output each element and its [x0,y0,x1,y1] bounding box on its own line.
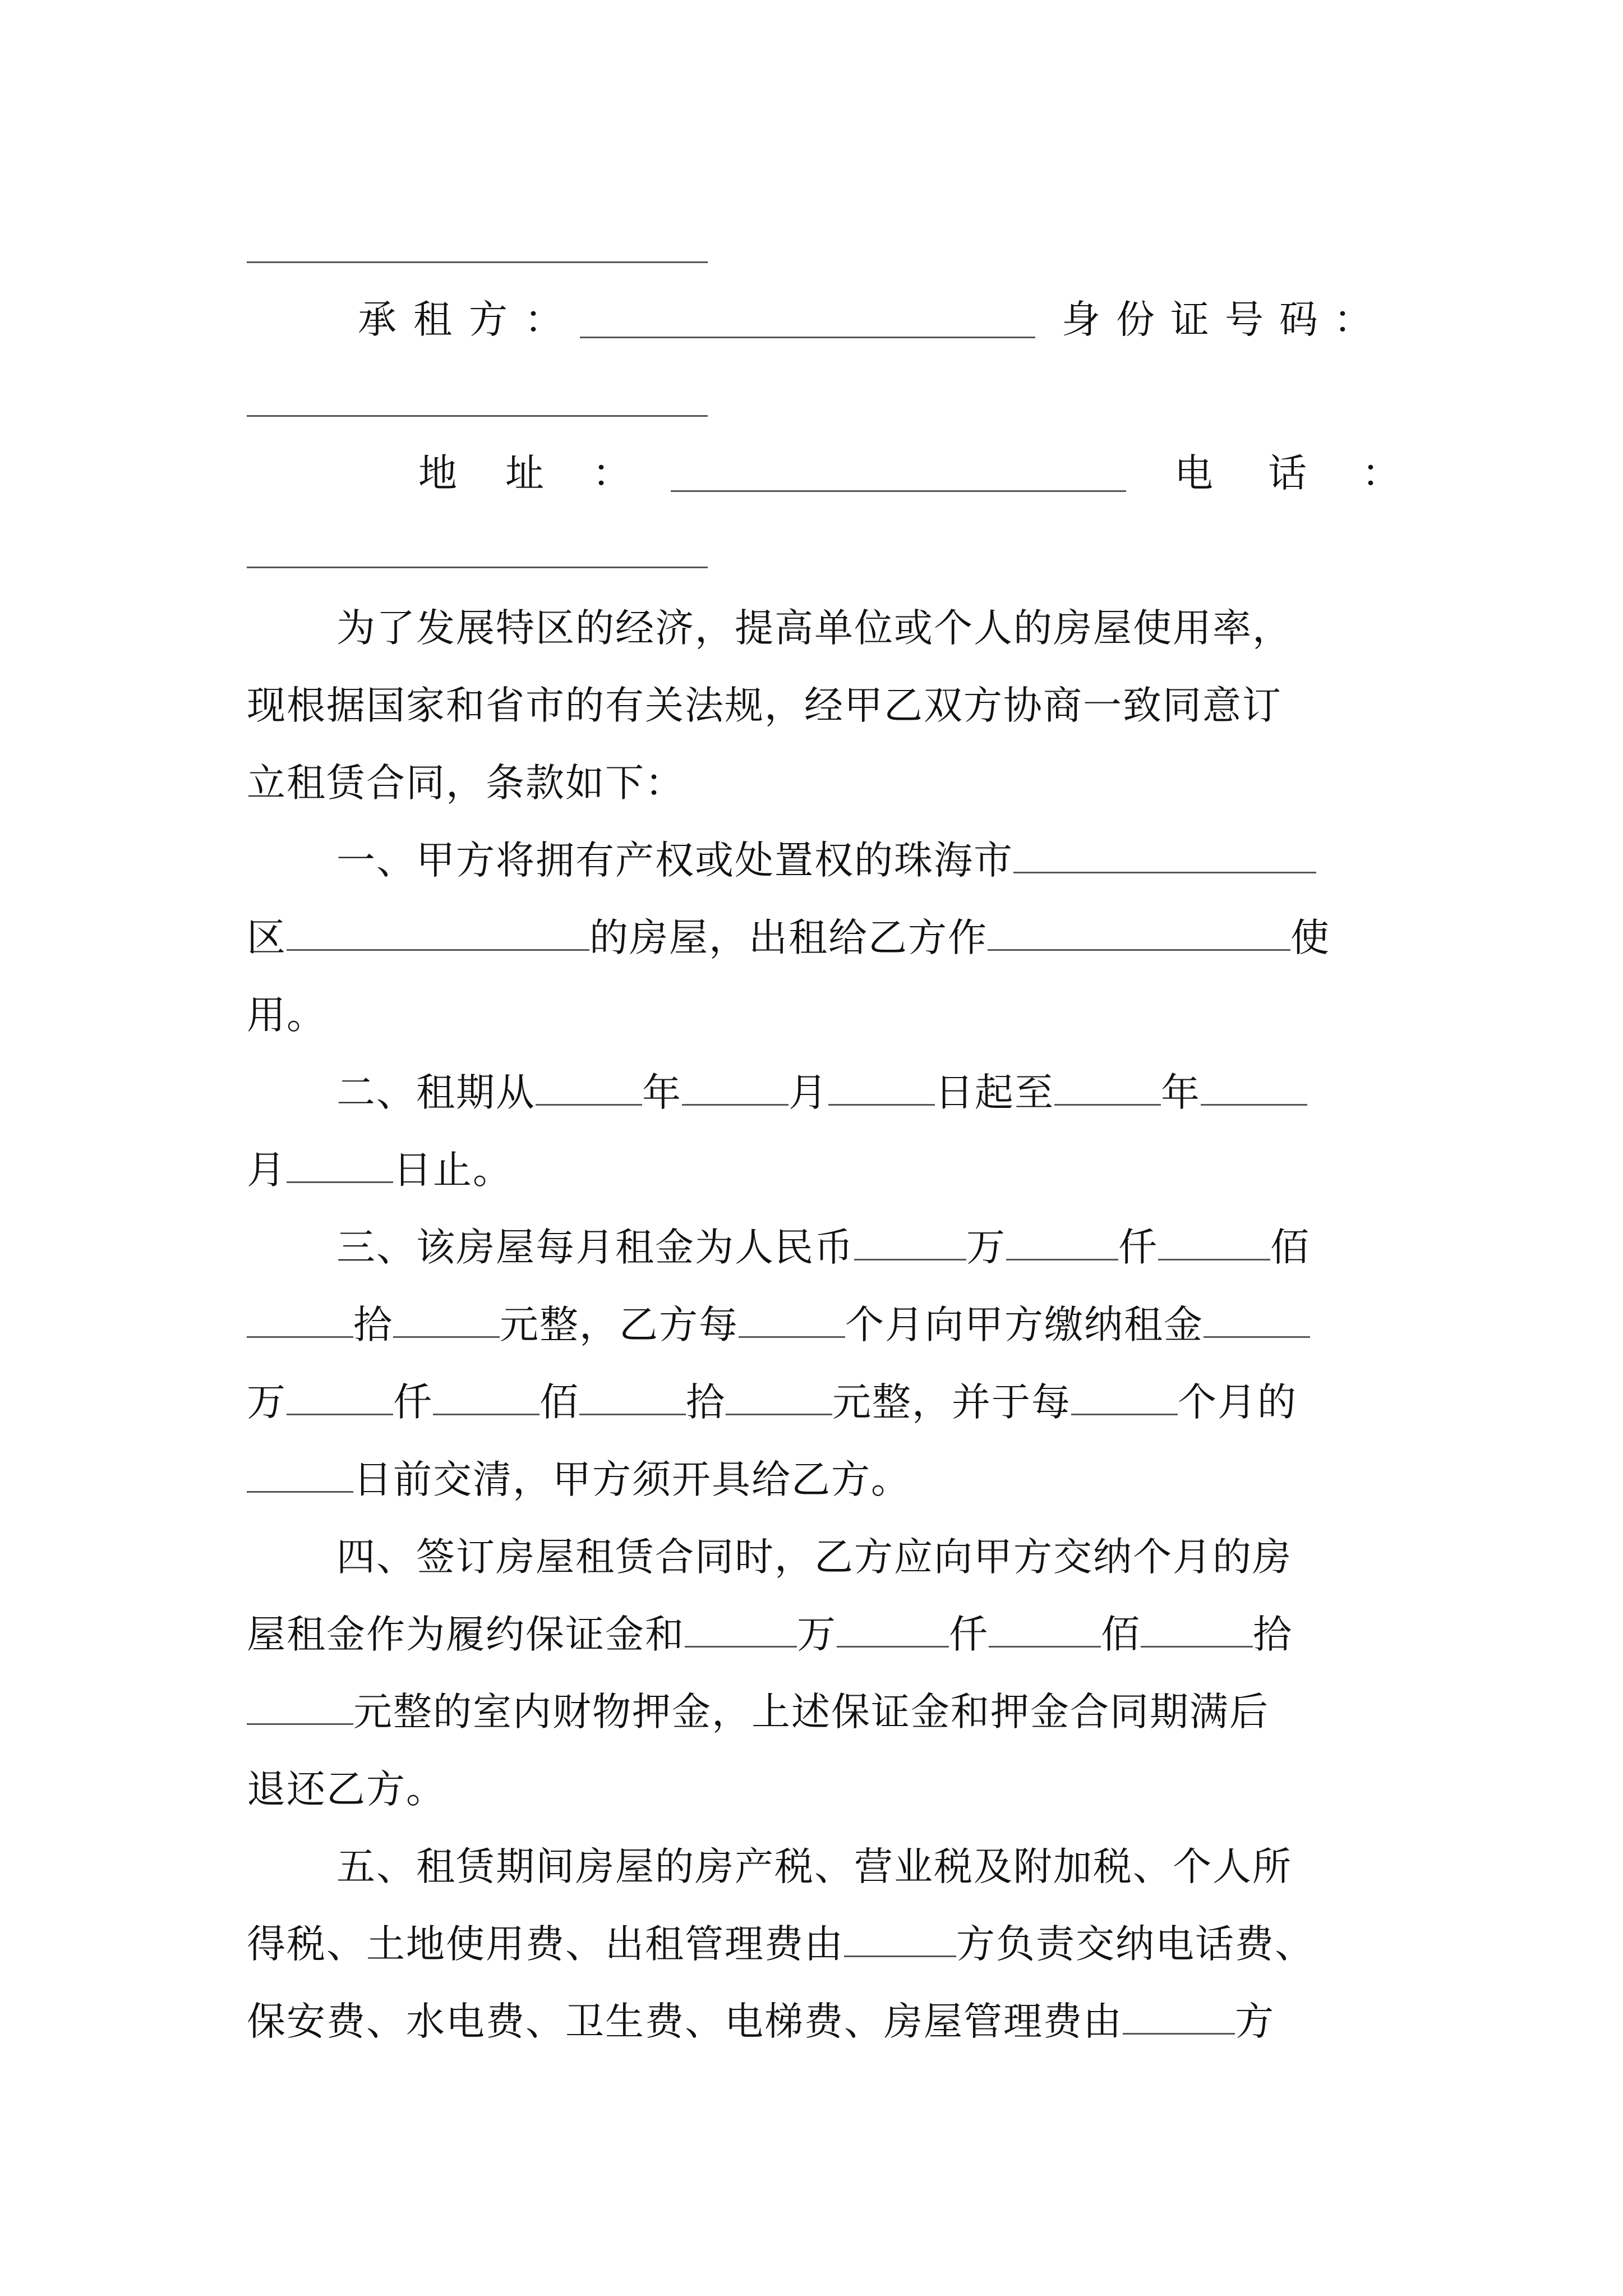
clause-4-text-2: 元整的室内财物押金，上述保证金和押金合同期满后 [353,1690,1269,1734]
rent-wan-blank[interactable] [854,1227,966,1260]
year-label: 年 [642,1070,682,1115]
clause-3-line-1 [247,1214,1393,1281]
clause-3-yuan: 元整，乙方每 [500,1303,739,1347]
clause-3-end: 日前交清，甲方须开具给乙方。 [353,1457,911,1502]
bai-label-3: 佰 [1101,1612,1141,1657]
pay-qian-blank[interactable] [287,1382,393,1415]
intro-line-3: 立租赁合同，条款如下： [247,761,685,806]
id-number-blank[interactable] [247,415,708,417]
deposit-wan-blank[interactable] [685,1614,797,1648]
clause-4-line-1: 四、签订房屋租赁合同时，乙方应向甲方交纳个月的房 [336,1535,1292,1580]
deposit-yuan-blank[interactable] [247,1692,353,1725]
rent-yuan-blank[interactable] [393,1305,500,1338]
clause-2-line-2 [247,1137,1393,1204]
lessee-label: 承租方： [358,297,580,342]
clause-2-end: 日止。 [393,1148,513,1193]
rent-bai-blank[interactable] [1158,1227,1270,1260]
clause-1-line-3: 用。 [247,993,326,1038]
address-label: 地址： [418,451,679,496]
pay-yuan-blank[interactable] [726,1382,832,1415]
clause-3-month-2: 个月的 [1178,1380,1297,1425]
fee-party-blank[interactable] [1123,2001,1235,2035]
clause-1-line-2 [247,904,1393,972]
end-month-blank-a[interactable] [1201,1073,1307,1106]
clause-5-line-1: 五、租赁期间房屋的房产税、营业税及附加税、个人所 [336,1844,1292,1889]
clause-1-text: 一、甲方将拥有产权或处置权的珠海市 [336,838,1013,883]
rent-qian-blank[interactable] [1006,1227,1118,1260]
pay-month-blank[interactable] [1071,1382,1178,1415]
phone-label: 电话： [1174,451,1455,496]
clause-1-line-1 [247,827,1393,894]
end-day-blank[interactable] [287,1150,393,1183]
month-label: 月 [789,1070,828,1115]
qian-label-2: 仟 [393,1380,433,1425]
shi-label-3: 拾 [1253,1612,1293,1657]
id-number-label-wrap [1062,286,1388,353]
clause-5-text-3: 保安费、水电费、卫生费、电梯费、房屋管理费由 [247,1999,1123,2044]
district-blank[interactable] [1013,840,1316,873]
month-label-2: 月 [247,1148,287,1193]
deposit-qian-blank[interactable] [837,1614,949,1648]
blank-line [247,261,708,263]
intro-line-2: 现根据国家和省市的有关法规，经甲乙双方协商一致同意订 [247,683,1282,728]
day-to-label: 日起至 [935,1070,1054,1115]
clause-3-text: 三、该房屋每月租金为人民币 [336,1225,854,1270]
clause-5-text: 得税、土地使用费、出租管理费由 [247,1922,844,1967]
clause-1-district: 区 [247,915,287,960]
wan-label-2: 万 [247,1380,287,1425]
clause-5-text-4: 方 [1235,1999,1275,2044]
wan-label-3: 万 [797,1612,837,1657]
deposit-bai-blank[interactable] [989,1614,1101,1648]
clause-4-line-2 [247,1601,1393,1668]
clause-4-line-4: 退还乙方。 [247,1767,446,1812]
qian-label-3: 仟 [949,1612,989,1657]
pay-day-blank[interactable] [247,1460,353,1493]
deposit-shi-blank[interactable] [1141,1614,1253,1648]
usage-blank[interactable] [988,918,1290,951]
phone-label-wrap [1174,440,1455,507]
clause-3-yuan-2: 元整，并于每 [832,1380,1071,1425]
clause-2-line-1 [247,1059,1393,1126]
clause-1-text-3: 使 [1290,915,1330,960]
phone-blank[interactable] [247,567,708,568]
clause-5-text-2: 方负责交纳电话费、 [956,1922,1315,1967]
clause-4-text: 屋租金作为履约保证金和 [247,1612,685,1657]
intro-line-1: 为了发展特区的经济，提高单位或个人的房屋使用率， [336,606,1292,651]
clause-5-line-2 [247,1911,1393,1978]
clause-3-line-2 [247,1291,1393,1359]
shi-label-2: 拾 [686,1380,726,1425]
pay-bai-blank[interactable] [433,1382,540,1415]
shi-label: 拾 [353,1303,393,1347]
clause-3-line-3 [247,1369,1393,1436]
clause-2-text: 二、租期从 [336,1070,536,1115]
area-blank[interactable] [287,918,589,951]
start-month-blank[interactable] [682,1073,789,1106]
pay-shi-blank[interactable] [579,1382,686,1415]
pay-wan-blank-a[interactable] [1204,1305,1310,1338]
start-year-blank[interactable] [536,1073,642,1106]
end-year-blank[interactable] [1054,1073,1161,1106]
qian-label: 仟 [1118,1225,1158,1270]
id-number-label: 身份证号码： [1062,297,1388,342]
year-label-2: 年 [1161,1070,1201,1115]
address-row [418,440,679,507]
address-blank[interactable] [671,459,1126,492]
lessee-blank[interactable] [580,305,1035,338]
clause-5-line-3 [247,1988,1393,2055]
clause-4-line-3 [247,1678,1393,1746]
lessee-row [358,286,580,353]
bai-label-2: 佰 [540,1380,579,1425]
clause-3-line-4 [247,1446,1393,1513]
start-day-blank[interactable] [828,1073,935,1106]
rent-shi-blank[interactable] [247,1305,353,1338]
wan-label: 万 [966,1225,1006,1270]
clause-3-month: 个月向甲方缴纳租金 [845,1303,1204,1347]
clause-1-text-2: 的房屋，出租给乙方作 [589,915,988,960]
bai-label: 佰 [1270,1225,1310,1270]
tax-party-blank[interactable] [844,1924,956,1957]
pay-interval-blank[interactable] [739,1305,845,1338]
